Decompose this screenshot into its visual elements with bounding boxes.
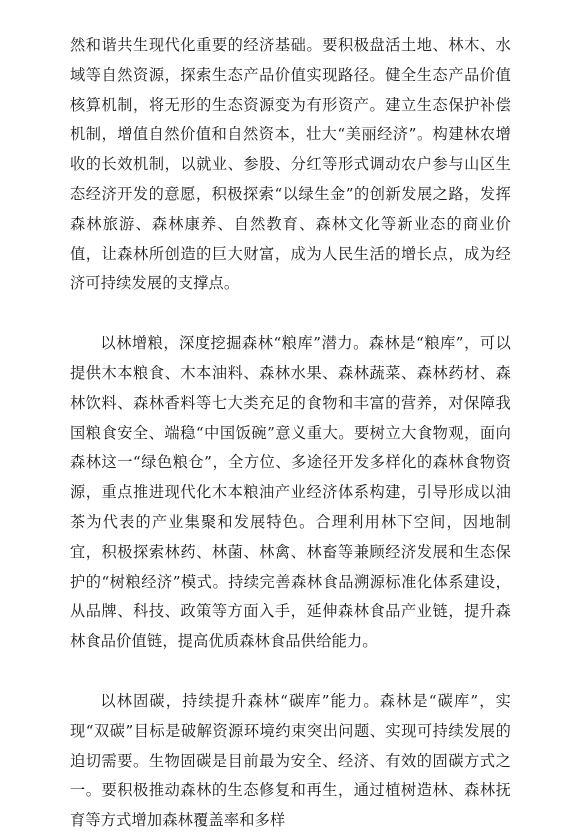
paragraph-spacer — [70, 657, 511, 687]
paragraph-forest-grain: 以林增粮，深度挖掘森林“粮库”潜力。森林是“粮库”，可以提供木本粮食、木本油料、森林水果、森林蔬菜、森林药材、森林饮料、森林香料等七大类充足的食物和丰富的营养，对保障我国粮食安全、端稳“中国饭碗”意义重大。要树立大食物观，面向森林这一“绿色粮仓”，全方位、多途径开发多样化的森林食物资源，重点推进现代化木本粮油产业经济体系构建，引导形成以油茶为代表的产业集聚和发展特色。合理利用林下空间，因地制宜，积极探索林药、林菌、林禽、林畜等兼顾经济发展和生态保护的“树粮经济”模式。持续完善森林食品溯源标准化体系建设，从品牌、科技、政策等方面入手，延伸森林食品产业链，提升森林食品价值链，提高优质森林食品供给能力。 — [70, 334, 511, 651]
paragraph-continuation: 然和谐共生现代化重要的经济基础。要积极盘活土地、林木、水域等自然资源，探索生态产品价值实现路径。健全生态产品价值核算机制，将无形的生态资源变为有形资产。建立生态保护补偿机制，增值自然价值和自然资本，壮大“美丽经济”。构建林农增收的长效机制，以就业、参股、分红等形式调动农户参与山区生态经济开发的意愿，积极探索“以绿生金”的创新发展之路，发挥森林旅游、森林康养、自然教育、森林文化等新业态的商业价值，让森林所创造的巨大财富，成为人民生活的增长点，成为经济可持续发展的支撑点。 — [70, 36, 511, 293]
paragraph-forest-carbon: 以林固碳，持续提升森林“碳库”能力。森林是“碳库”，实现“双碳”目标是破解资源环境约束突出问题、实现可持续发展的迫切需要。生物固碳是目前最为安全、经济、有效的固碳方式之一。要积极推动森林的生态修复和再生，通过植树造林、森林抚育等方式增加森林覆盖率和多样 — [70, 691, 511, 830]
paragraph-spacer — [70, 299, 511, 329]
document-body — [70, 31, 511, 836]
